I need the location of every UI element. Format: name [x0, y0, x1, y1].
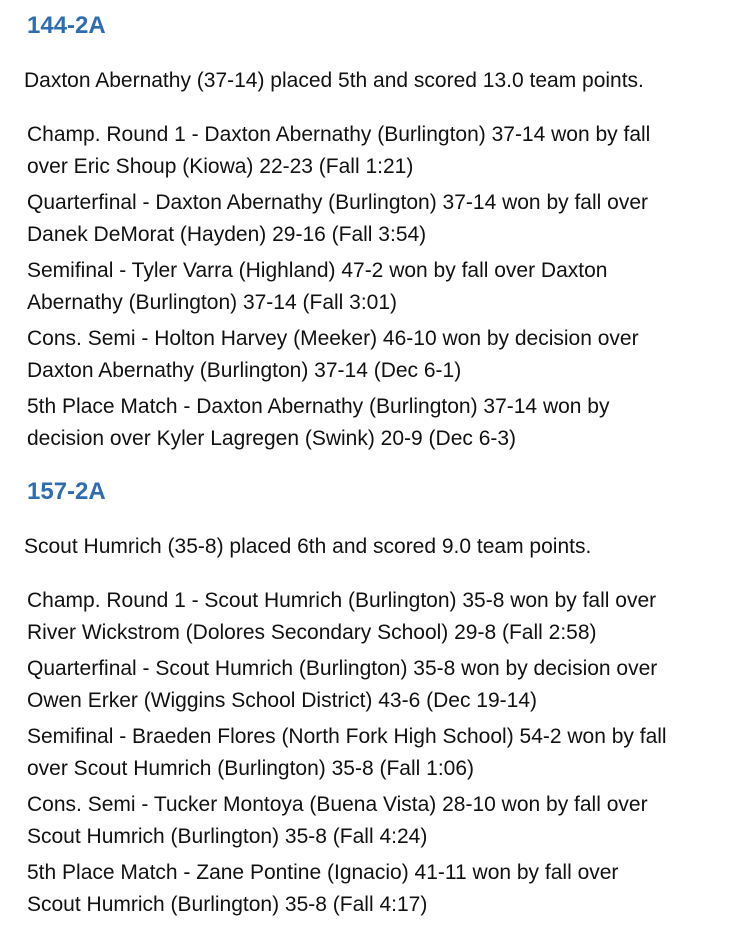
match-result-line: Semifinal - Tyler Varra (Highland) 47-2 won by fall over Daxton: [27, 259, 608, 282]
match-result-line: over Eric Shoup (Kiowa) 22-23 (Fall 1:21): [27, 155, 414, 178]
match-result: [0, 119, 750, 183]
match-result-line: Daxton Abernathy (Burlington) 37-14 (Dec 6-1): [27, 359, 462, 382]
weight-class-section: [0, 475, 750, 921]
match-result: [0, 653, 750, 717]
weight-class-heading: 144-2A: [27, 12, 106, 39]
match-result-line: 5th Place Match - Daxton Abernathy (Burlington) 37-14 won by: [27, 395, 610, 418]
match-result-line: decision over Kyler Lagregen (Swink) 20-9 (Dec 6-3): [27, 427, 517, 450]
match-result-line: Abernathy (Burlington) 37-14 (Fall 3:01): [27, 291, 398, 314]
match-result-line: over Scout Humrich (Burlington) 35-8 (Fall 1:06): [27, 757, 475, 780]
match-result: [0, 857, 750, 921]
match-result: [0, 323, 750, 387]
weight-class-section: [0, 9, 750, 455]
match-result: [0, 255, 750, 319]
match-result-line: 5th Place Match - Zane Pontine (Ignacio) 41-11 won by fall over: [27, 861, 619, 884]
match-result-line: Cons. Semi - Tucker Montoya (Buena Vista) 28-10 won by fall over: [27, 793, 648, 816]
match-result-line: Scout Humrich (Burlington) 35-8 (Fall 4:24): [27, 825, 428, 848]
placement-summary: Scout Humrich (35-8) placed 6th and scored 9.0 team points.: [24, 535, 592, 558]
match-result-line: Quarterfinal - Scout Humrich (Burlington) 35-8 won by decision over: [27, 657, 658, 680]
match-result-line: Scout Humrich (Burlington) 35-8 (Fall 4:17): [27, 893, 428, 916]
match-result-line: Champ. Round 1 - Scout Humrich (Burlington) 35-8 won by fall over: [27, 589, 657, 612]
match-result-line: Owen Erker (Wiggins School District) 43-6 (Dec 19-14): [27, 689, 537, 712]
match-result-line: Cons. Semi - Holton Harvey (Meeker) 46-10 won by decision over: [27, 327, 639, 350]
match-result-line: Semifinal - Braeden Flores (North Fork High School) 54-2 won by fall: [27, 725, 667, 748]
match-result: [0, 391, 750, 455]
match-result-line: Quarterfinal - Daxton Abernathy (Burlington) 37-14 won by fall over: [27, 191, 648, 214]
placement-summary: Daxton Abernathy (37-14) placed 5th and scored 13.0 team points.: [24, 69, 644, 92]
match-result: [0, 789, 750, 853]
weight-class-heading: 157-2A: [27, 478, 106, 505]
match-result-line: Danek DeMorat (Hayden) 29-16 (Fall 3:54): [27, 223, 427, 246]
match-result-line: River Wickstrom (Dolores Secondary School) 29-8 (Fall 2:58): [27, 621, 597, 644]
match-result: [0, 721, 750, 785]
match-result: [0, 187, 750, 251]
match-result: [0, 585, 750, 649]
match-result-line: Champ. Round 1 - Daxton Abernathy (Burlington) 37-14 won by fall: [27, 123, 651, 146]
